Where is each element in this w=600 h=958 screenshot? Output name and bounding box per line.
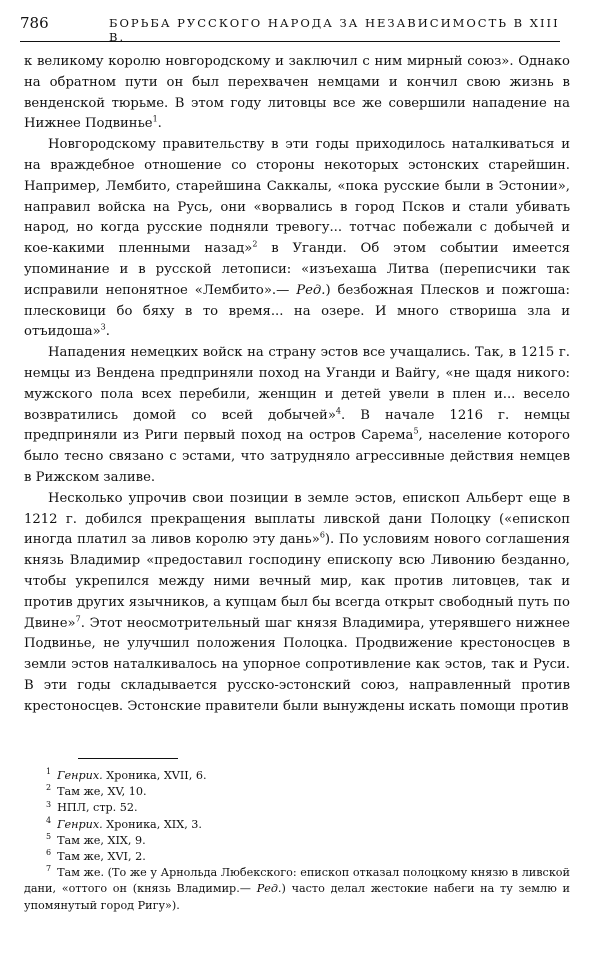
footnote-ref-5[interactable]: 5 (413, 426, 419, 436)
paragraph-1: к великому королю новгородскому и заключил с ним мирный союз». Однако на обратном пути он был перехвачен немцами и кончил свою жизнь в венденской тюрьме. В этом году литовцы все же совершили нападение на Нижнее Подвинье$^1$. (24, 54, 570, 132)
editor-mark: Ред. (296, 282, 326, 298)
footnote-ref-4[interactable]: 4 (335, 406, 342, 416)
paragraph-2: Новгородскому правительству в эти годы приходилось наталкиваться и на враждебное отношение со стороны некоторых эстонских старейшин. Например, Лембито, старейшина Саккалы, «пока русские были в Эстонии», направил войска на Русь, они «ворвались в город Псков и стали убивать народ, но когда русские подняли тревогу... тотчас побежали с добычей и кое-какими пленными назад»$^2$ в Уганди. Об этом событии имеется упоминание и в русской летописи: «изъехаша Литва (переписчики так исправили непонятное «Лембито».— Ред.) безбожная Плесков и пожгоша: плесковици бо бяху в то время... на озере. И много створиша зла и отъидоша»$^3$. (24, 137, 570, 340)
footnote-ref-7[interactable]: 7 (75, 614, 81, 624)
footnote-ref-2[interactable]: 2 (252, 239, 258, 249)
footnote-1: $^1$ Генрих. Хроника, XVII, 6. (46, 767, 207, 782)
footnote-5: $^5$ Там же, XIX, 9. (46, 832, 146, 847)
footnote-rule (78, 758, 178, 759)
page-header (14, 10, 560, 44)
header-rule (20, 41, 560, 42)
footnote-ref-1[interactable]: 1 (152, 115, 158, 124)
footnotes (24, 768, 570, 914)
footnote-3: $^3$ НПЛ, стр. 52. (46, 799, 138, 815)
paragraph-4: Несколько упрочив свои позиции в земле эстов, епископ Альберт еще в 1212 г. добился прекращения выплаты ливской дани Полоцку («епископ иногда платил за ливов королю эту дань»$^6$). По условиям нового соглашения князь Владимир «предоставил господину епископу всю Ливонию безданно, чтобы укрепился между ними вечный мир, как против литовцев, так и против других язычников, а купцам был бы всегда открыт свободный путь по Двине»$^7$. Этот неосмотрительный шаг князя Владимира, утерявшего нижнее Подвинье, не улучшил положения Полоцка. Продвижение крестоносцев в земли эстов наталкивалось на упорное сопротивление как эстов, так и Руси. В эти годы складывается русско-эстонский союз, направленный против крестоносцев. Эстонские правители были вынуждены искать помощи против (24, 490, 570, 714)
footnote-7: $^7$ Там же. (То же у Арнольда Любекского: епископ отказал полоцкому князю в ливской дани, «оттого он (князь Владимир.— Ред.) часто делал жестокие набеги на ту землю и упомянутый город Ригу»). (24, 864, 571, 912)
footnote-ref-3[interactable]: 3 (100, 322, 106, 332)
main-text (24, 52, 570, 718)
footnote-4: $^4$ Генрих. Хроника, XIX, 3. (46, 815, 202, 831)
running-title: БОРЬБА РУССКОГО НАРОДА ЗА НЕЗАВИСИМОСТЬ В XIII В. (109, 16, 560, 44)
footnote-6: $^6$ Там же, XVI, 2. (46, 848, 146, 864)
footnote-ref-6[interactable]: 6 (319, 530, 325, 540)
page-number: 786 (20, 14, 49, 32)
footnote-2: $^2$ Там же, XV, 10. (46, 783, 147, 799)
paragraph-3: Нападения немецких войск на страну эстов все учащались. Так, в 1215 г. немцы из Вендена предприняли поход на Уганди и Вайгу, «не щадя никого: мужского пола всех перебили, женщин и детей увели в плен и... весело возвратились домой со всей добычей»$^4$. В начале 1216 г. немцы предприняли из Риги первый поход на остров Сарема$^5$, население которого было тесно связано с эстами, что затрудняло агрессивные действия немцев в Рижском заливе. (24, 345, 570, 485)
